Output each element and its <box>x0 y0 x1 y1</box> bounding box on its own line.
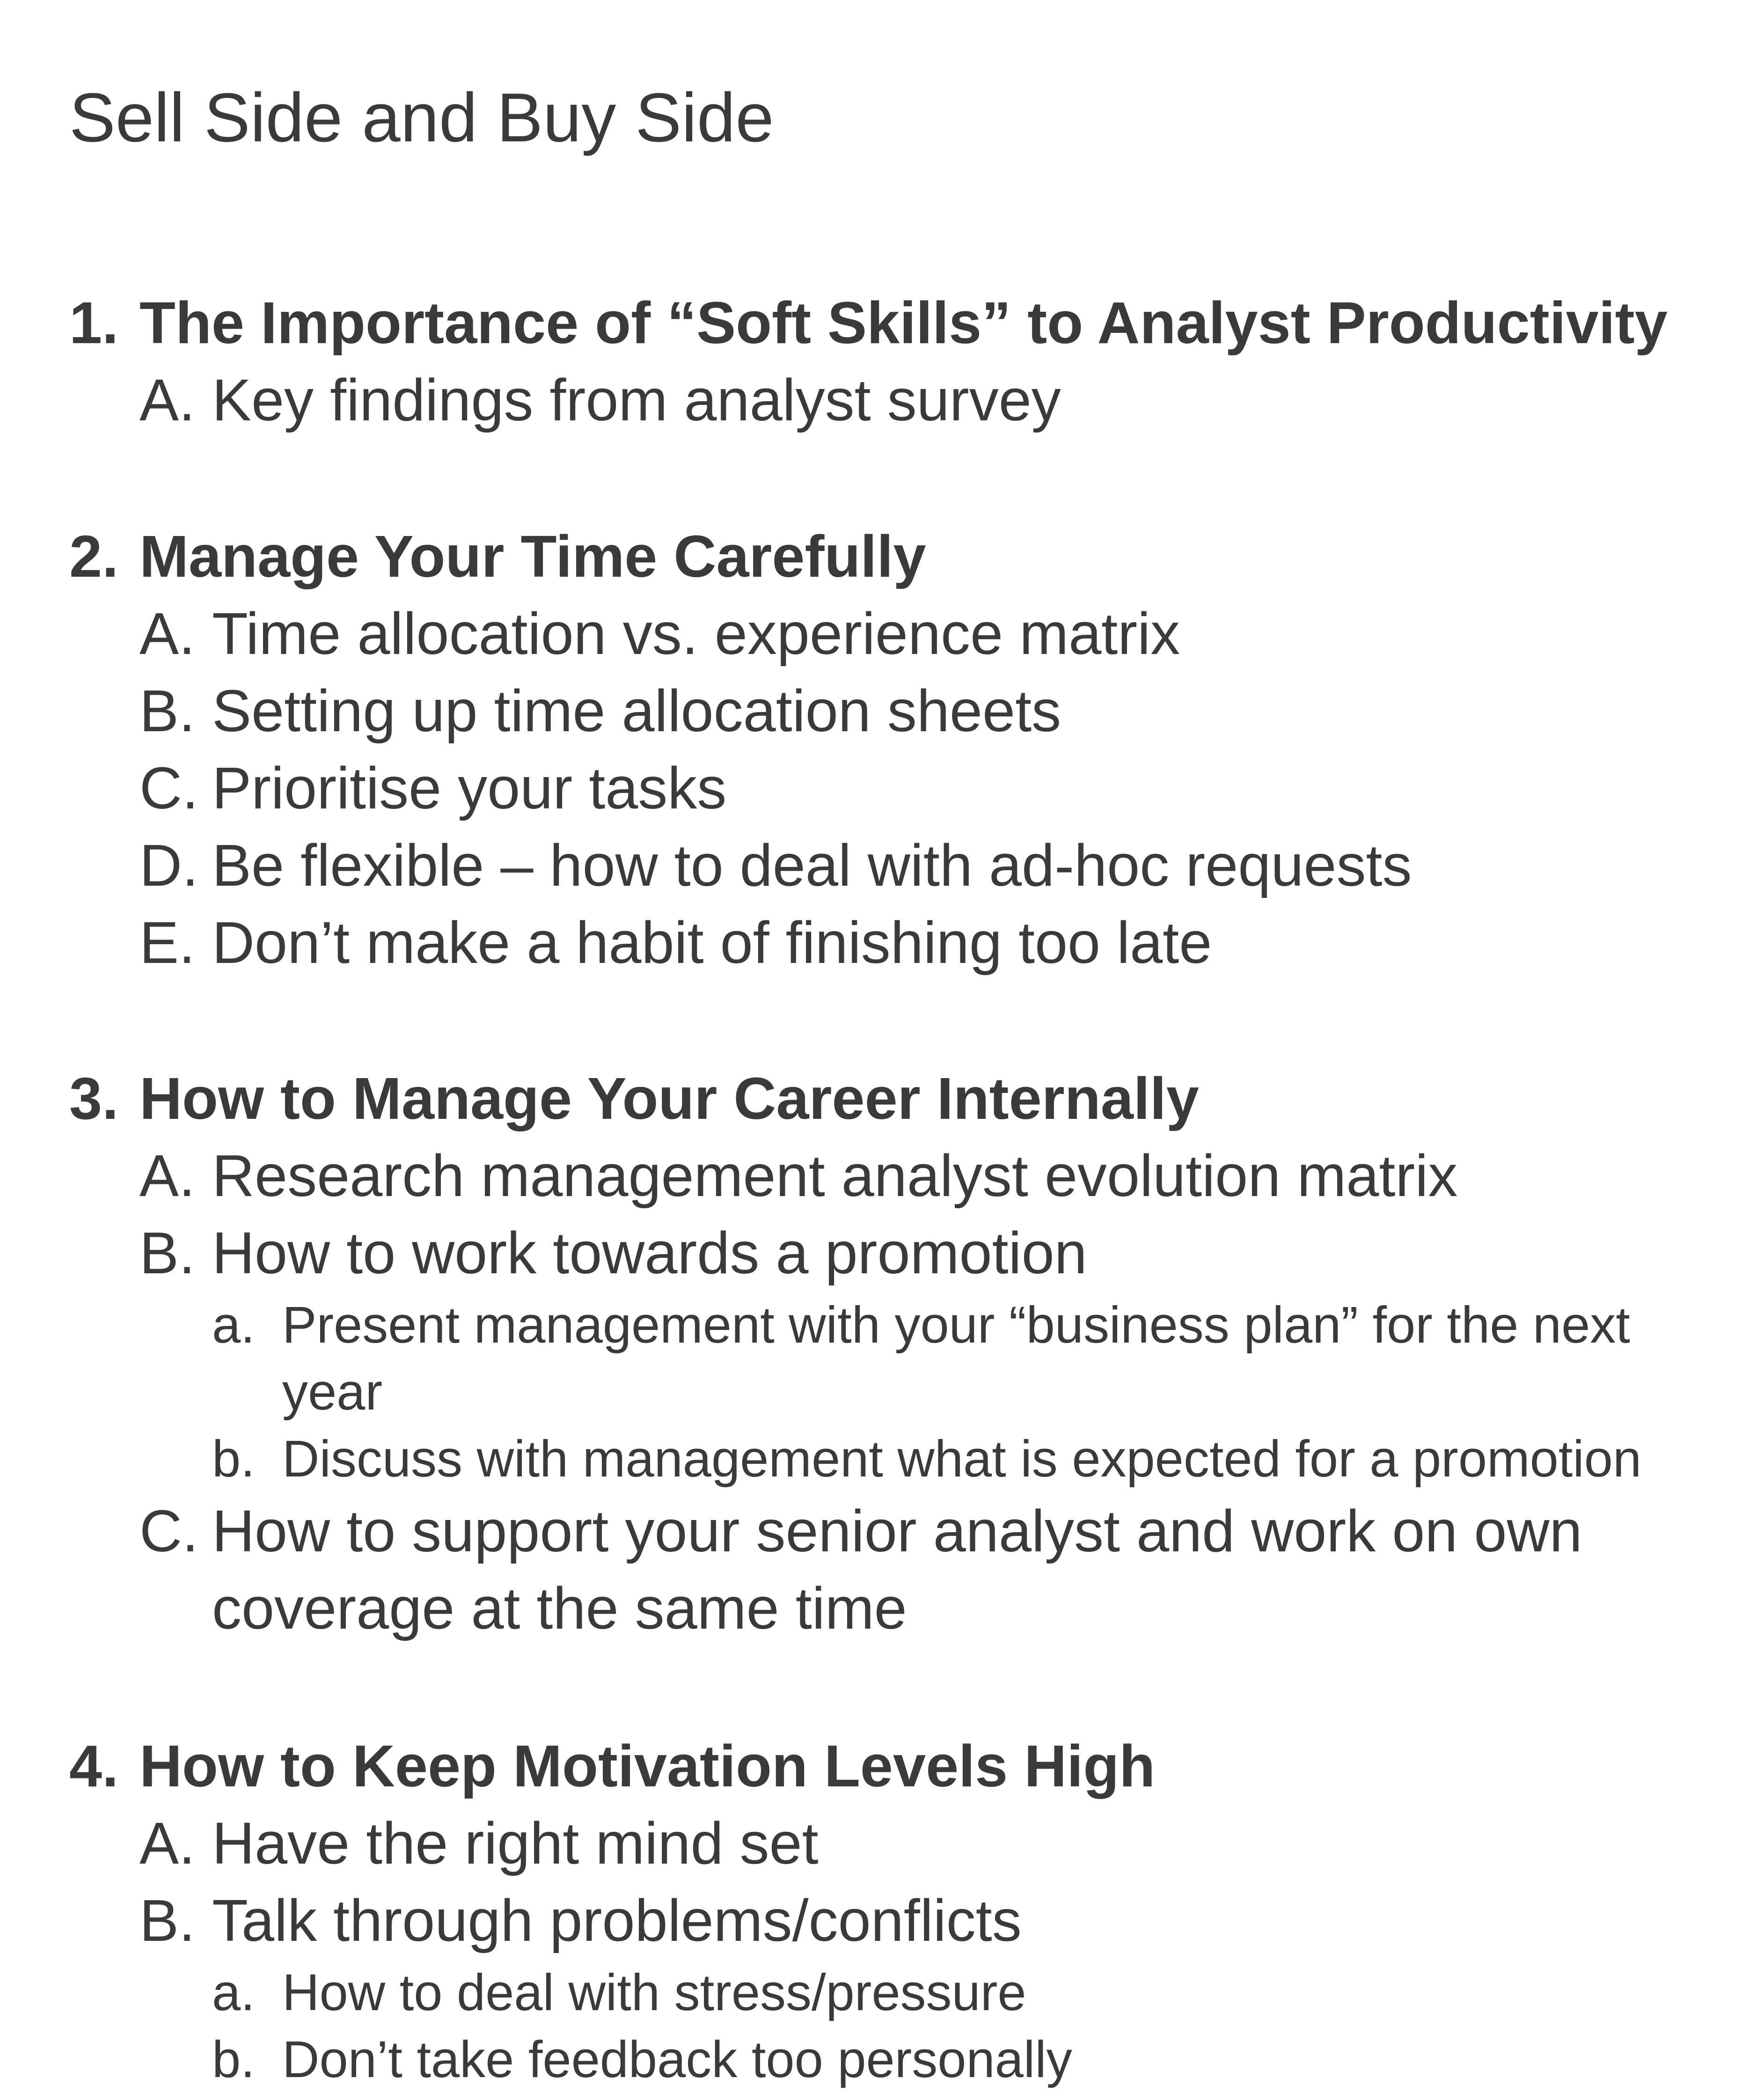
section-heading <box>69 1060 1764 1137</box>
list-item-text: Key findings from analyst survey <box>212 367 1061 433</box>
section-heading <box>69 284 1764 361</box>
sub-list-item <box>69 1425 1764 1492</box>
section-number: 4. <box>69 1733 119 1799</box>
list-item-text: Research management analyst evolution matrix <box>212 1143 1458 1209</box>
section-3 <box>69 1060 1764 1647</box>
list-item-letter: D. <box>139 832 198 898</box>
section-2 <box>69 518 1764 981</box>
section-4 <box>69 1727 1764 2093</box>
sub-list-item-letter: a. <box>212 1964 255 2021</box>
list-item-letter: C. <box>139 755 198 821</box>
section-number: 1. <box>69 290 119 356</box>
list-item-letter: B. <box>139 1220 196 1286</box>
list-item-letter: A. <box>139 1143 196 1209</box>
section-number: 2. <box>69 523 119 589</box>
sub-list-item-text-continued: year <box>282 1363 382 1421</box>
list-item <box>69 1882 1764 1959</box>
list-item-text: Setting up time allocation sheets <box>212 678 1061 744</box>
sub-list-item-letter: b. <box>212 1430 255 1488</box>
sub-list-item <box>69 1292 1764 1425</box>
list-item <box>69 1805 1764 1882</box>
list-item-text: How to support your senior analyst and work on own <box>212 1498 1582 1564</box>
sub-list-item-text: Discuss with management what is expected for a promotion <box>282 1430 1642 1488</box>
list-item <box>69 904 1764 981</box>
section-heading-text: How to Manage Your Career Internally <box>139 1065 1199 1131</box>
list-item-text: Talk through problems/conflicts <box>212 1887 1022 1953</box>
list-item-letter: E. <box>139 910 196 976</box>
list-item <box>69 1492 1764 1647</box>
document-title: Sell Side and Buy Side <box>69 79 774 156</box>
list-item <box>69 595 1764 672</box>
sub-list-item-letter: a. <box>212 1296 255 1354</box>
list-item-letter: A. <box>139 1810 196 1876</box>
list-item-letter: A. <box>139 367 196 433</box>
list-item-letter: A. <box>139 601 196 667</box>
list-item <box>69 1214 1764 1292</box>
list-item <box>69 1137 1764 1214</box>
list-item-text: Have the right mind set <box>212 1810 819 1876</box>
sub-list-item-letter: b. <box>212 2031 255 2088</box>
list-item-text: How to work towards a promotion <box>212 1220 1087 1286</box>
list-item-letter: C. <box>139 1498 198 1564</box>
section-1 <box>69 284 1764 439</box>
section-heading-text: Manage Your Time Carefully <box>139 523 926 589</box>
sub-list-item-text: Present management with your “business plan” for the next <box>282 1296 1630 1354</box>
section-number: 3. <box>69 1065 119 1131</box>
list-item-text: Time allocation vs. experience matrix <box>212 601 1180 667</box>
list-item-text: Prioritise your tasks <box>212 755 727 821</box>
sub-list-item-text: Don’t take feedback too personally <box>282 2031 1072 2088</box>
list-item <box>69 361 1764 439</box>
list-item <box>69 672 1764 749</box>
list-item <box>69 827 1764 904</box>
section-heading <box>69 518 1764 595</box>
list-item-text: Be flexible – how to deal with ad-hoc requests <box>212 832 1412 898</box>
sub-list-item <box>69 2026 1764 2093</box>
list-item-letter: B. <box>139 678 196 744</box>
section-heading <box>69 1727 1764 1805</box>
list-item-text-continued: coverage at the same time <box>212 1575 907 1641</box>
sub-list-item <box>69 1959 1764 2026</box>
list-item-text: Don’t make a habit of finishing too late <box>212 910 1212 976</box>
section-heading-text: The Importance of “Soft Skills” to Analyst Productivity <box>139 290 1668 356</box>
list-item-letter: B. <box>139 1887 196 1953</box>
sub-list-item-text: How to deal with stress/pressure <box>282 1964 1026 2021</box>
section-heading-text: How to Keep Motivation Levels High <box>139 1733 1156 1799</box>
list-item <box>69 749 1764 827</box>
